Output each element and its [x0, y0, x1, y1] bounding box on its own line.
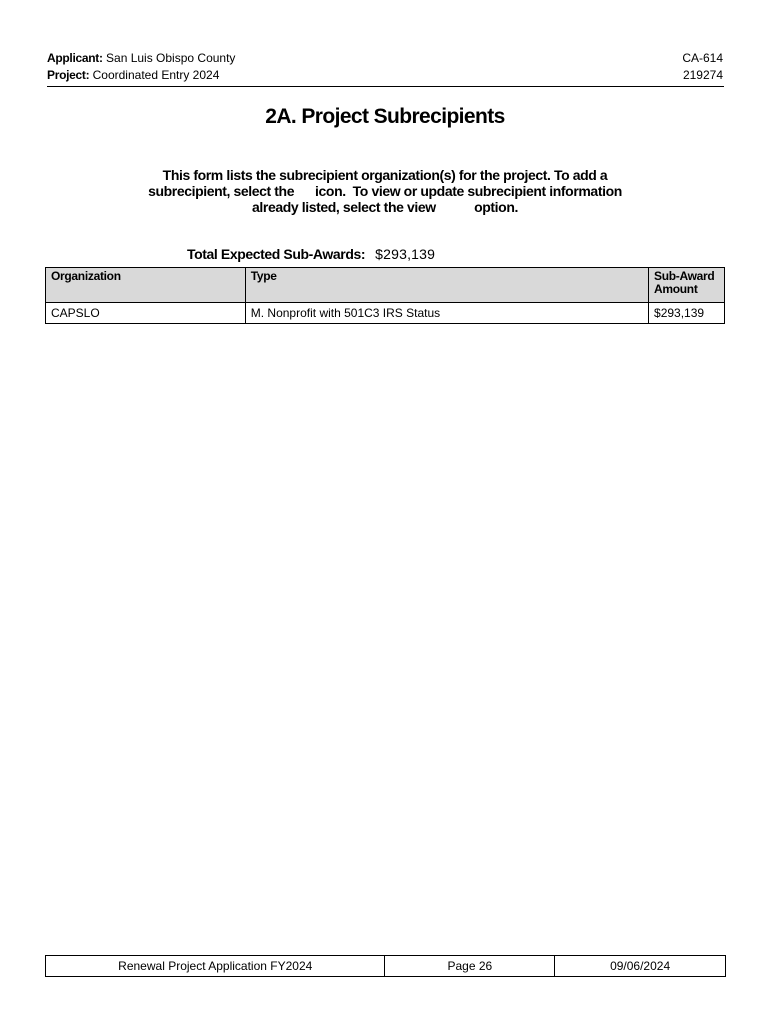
- project-id: 219274: [682, 68, 723, 82]
- column-header-amount: [649, 268, 725, 303]
- subrecipients-table: [45, 267, 725, 324]
- header-divider: [47, 86, 724, 87]
- header-left: [47, 50, 235, 84]
- column-header-organization: Organization: [46, 268, 246, 303]
- footer-page-number: Page 26: [385, 956, 555, 977]
- amount-cell: $293,139: [649, 303, 725, 324]
- applicant-label: Applicant:: [47, 51, 103, 65]
- intro-line-2: subrecipient, select the icon. To view or update subrecipient information: [148, 183, 622, 199]
- intro-line-1: This form lists the subrecipient organization(s) for the project. To add a: [162, 167, 608, 183]
- project-label: Project:: [47, 68, 90, 82]
- intro-line-3: already listed, select the view option.: [252, 199, 518, 215]
- page-footer: [45, 955, 726, 977]
- footer-date: 09/06/2024: [555, 956, 726, 977]
- table-header-row: [46, 268, 725, 303]
- applicant-value: San Luis Obispo County: [106, 51, 236, 65]
- type-cell: M. Nonprofit with 501C3 IRS Status: [245, 303, 648, 324]
- column-header-amount-line-1: Sub-Award: [654, 269, 715, 283]
- intro-text: [110, 167, 660, 215]
- organization-cell: CAPSLO: [46, 303, 246, 324]
- project-value: Coordinated Entry 2024: [92, 68, 220, 82]
- table-row: [46, 303, 725, 324]
- page-title: 2A. Project Subrecipients: [265, 105, 505, 128]
- column-header-type: Type: [245, 268, 648, 303]
- total-sub-awards: [187, 246, 435, 262]
- total-sub-awards-label: Total Expected Sub-Awards:: [187, 246, 366, 262]
- coc-number: CA-614: [682, 51, 723, 65]
- project-line: [47, 67, 235, 84]
- applicant-line: [47, 50, 235, 67]
- column-header-amount-line-2: Amount: [654, 282, 698, 296]
- footer-application: Renewal Project Application FY2024: [46, 956, 385, 977]
- total-sub-awards-value: $293,139: [375, 246, 436, 262]
- header-right: [682, 50, 723, 84]
